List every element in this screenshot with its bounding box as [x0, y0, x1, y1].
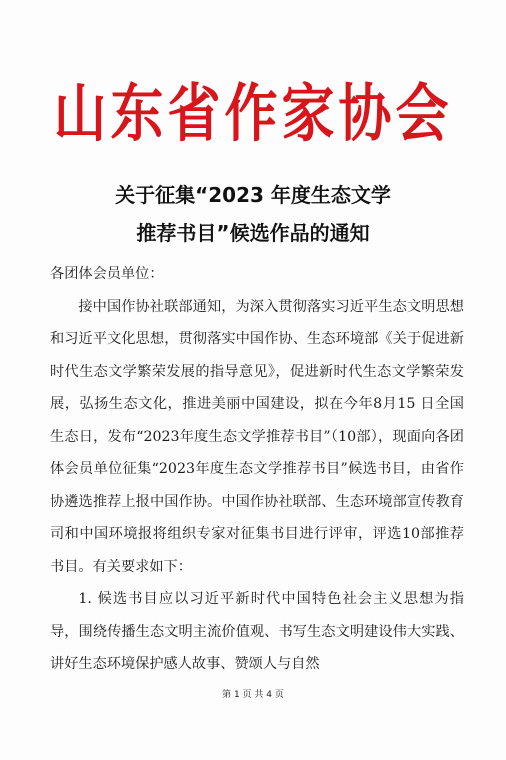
- notice-title-line-2: 推荐书目”候选作品的通知: [136, 221, 370, 245]
- salutation: 各团体会员单位：: [50, 266, 164, 282]
- letterhead-org-name: 山东省作家协会: [53, 77, 453, 151]
- notice-body: [50, 258, 464, 681]
- notice-title: [0, 176, 506, 252]
- page-number: 第 1 页 共 4 页: [222, 690, 284, 700]
- body-paragraph-2: 1. 候选书目应以习近平新时代中国特色社会主义思想为指导，围绕传播生态文明主流价值观、书写生态文明建设伟大实践、讲好生态环境保护感人故事、赞颂人与自然: [50, 591, 464, 672]
- notice-title-line-1: 关于征集“2023 年度生态文学: [115, 183, 391, 207]
- body-paragraph-1: 接中国作协社联部通知，为深入贯彻落实习近平生态文明思想和习近平文化思想，贯彻落实中国作协、生态环境部《关于促进新时代生态文学繁荣发展的指导意见》，促进新时代生态文学繁荣发展，弘扬生态文化，推进美丽中国建设，拟在今年8月15 日全国生态日，发布“2023年度生态文学推荐书目”（10部），现面向各团体会员单位征集“2023年度生态文学推荐书目”候选书目，由省作协遴选推荐上报中国作协。中国作协社联部、生态环境部宣传教育司和中国环境报将组织专家对征集书目进行评审，评选10部推荐书目。有关要求如下：: [50, 298, 464, 575]
